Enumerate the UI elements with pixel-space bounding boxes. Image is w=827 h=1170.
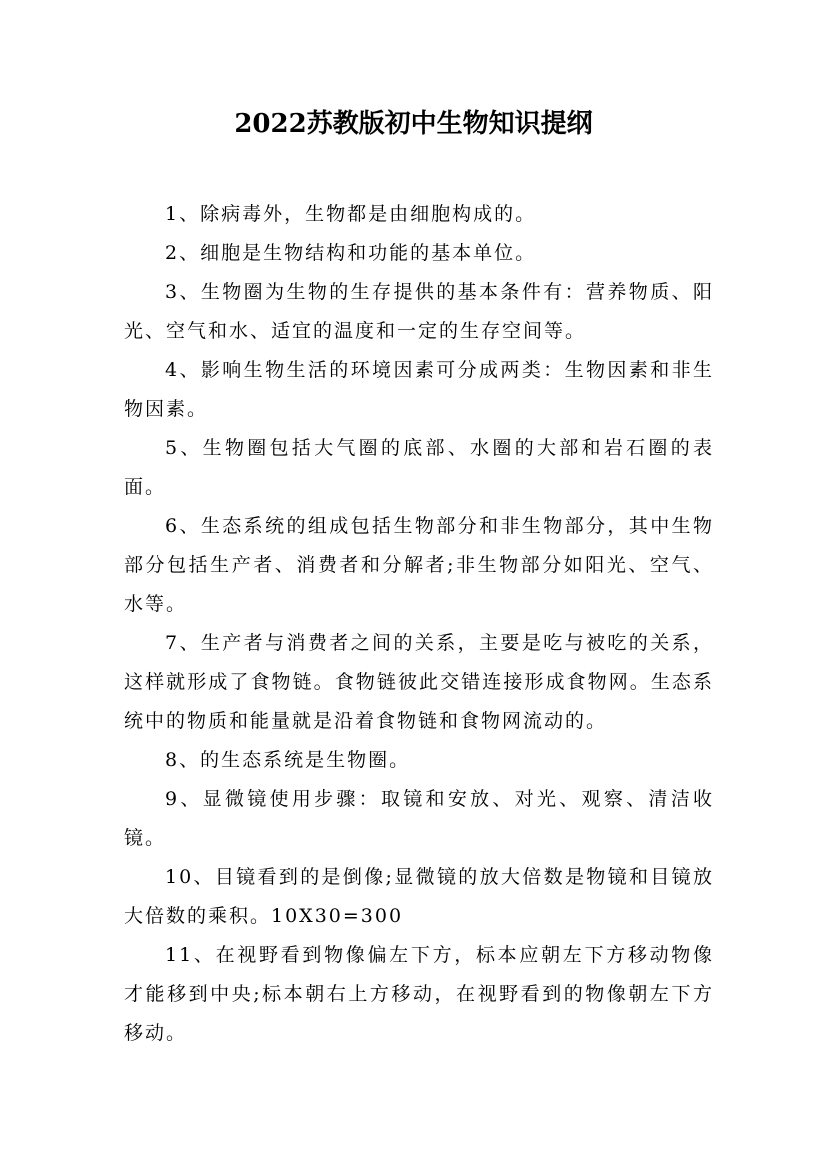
paragraph-2: 2、细胞是生物结构和功能的基本单位。 [165, 242, 537, 264]
paragraph-5: 5、生物圈包括大气圈的底部、水圈的大部和岩石圈的表面。 [124, 437, 714, 498]
paragraph-1: 1、除病毒外，生物都是由细胞构成的。 [165, 203, 537, 225]
paragraph-6: 6、生态系统的组成包括生物部分和非生物部分，其中生物部分包括生产者、消费者和分解者;非生物部分如阳光、空气、水等。 [124, 515, 714, 615]
paragraph-11: 11、在视野看到物像偏左下方，标本应朝左下方移动物像才能移到中央;标本朝右上方移动，在视野看到的物像朝左下方移动。 [124, 944, 714, 1044]
paragraph-4: 4、影响生物生活的环境因素可分成两类：生物因素和非生物因素。 [124, 359, 714, 420]
document-title: 2022苏教版初中生物知识提纲 [234, 109, 593, 139]
paragraph-7: 7、生产者与消费者之间的关系，主要是吃与被吃的关系，这样就形成了食物链。食物链彼此交错连接形成食物网。生态系统中的物质和能量就是沿着食物链和食物网流动的。 [124, 632, 714, 732]
paragraph-3: 3、生物圈为生物的生存提供的基本条件有：营养物质、阳光、空气和水、适宜的温度和一定的生存空间等。 [124, 281, 714, 342]
paragraph-8: 8、的生态系统是生物圈。 [165, 749, 411, 771]
paragraph-9: 9、显微镜使用步骤：取镜和安放、对光、观察、清洁收镜。 [124, 788, 714, 849]
paragraph-10: 10、目镜看到的是倒像;显微镜的放大倍数是物镜和目镜放大倍数的乘积。10X30=300 [124, 866, 714, 927]
document-body [124, 195, 714, 1053]
